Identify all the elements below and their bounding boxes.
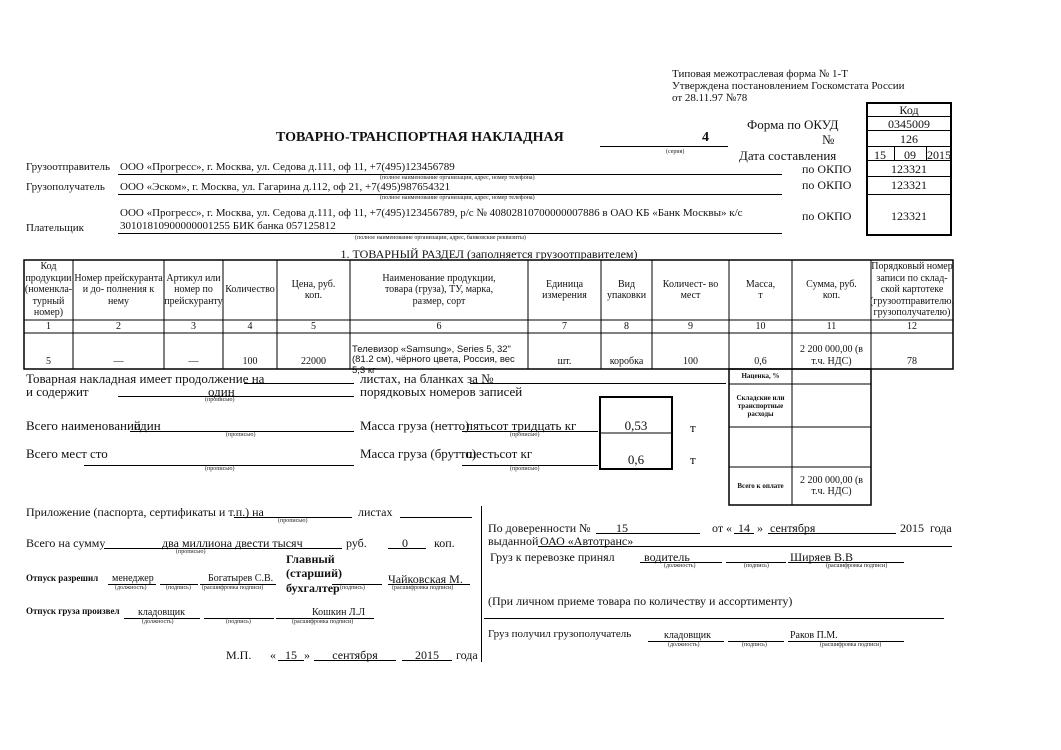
- net-label: Масса груза (нетто): [360, 418, 470, 433]
- total-places-value: сто: [90, 446, 108, 461]
- col-header-9: Количест- во мест: [662, 278, 719, 301]
- form-type-line1: Типовая межотраслевая форма № 1-Т: [672, 68, 848, 80]
- cell-quantity: 100: [242, 356, 258, 368]
- attachment-label: Приложение (паспорта, сертификаты и т.п.) на: [26, 505, 264, 519]
- accountant-sign-caption: (подпись): [340, 585, 365, 591]
- made-name-caption: (расшифровка подписи): [292, 619, 354, 625]
- consignee-value: ООО «Эском», г. Москва, ул. Гагарина д.112, оф 21, +7(495)987654321: [120, 181, 451, 193]
- consignee-caption: (полное наименование организации, адрес, номер телефона): [380, 195, 535, 201]
- cell-places: 100: [683, 356, 698, 368]
- okpo-payer-value: 123321: [891, 209, 927, 223]
- col-header-10: Масса, т: [745, 278, 776, 301]
- chief-accountant-label: Главный (старший) бухгалтер: [286, 552, 342, 595]
- poa-close-quote: »: [757, 521, 763, 535]
- form-type-line3: от 28.11.97 №78: [672, 92, 748, 104]
- total-sum-label: Всего на сумму: [26, 536, 106, 550]
- release-sign-caption: (подпись): [166, 585, 191, 591]
- okpo-label-3: по ОКПО: [802, 209, 852, 223]
- document-title: ТОВАРНО-ТРАНСПОРТНАЯ НАКЛАДНАЯ: [276, 130, 564, 145]
- payable-value: 2 200 000,00 (в т.ч. НДС): [799, 474, 864, 497]
- net-value: 0,53: [624, 418, 648, 433]
- gross-unit: т: [690, 452, 696, 467]
- date-open-quote: «: [270, 648, 276, 662]
- total-sum-value: два миллиона двести тысяч: [162, 536, 303, 550]
- received-pos-caption: (должность): [668, 642, 700, 648]
- received-name: Раков П.М.: [790, 630, 838, 641]
- rub-label: руб.: [346, 536, 367, 550]
- kop-label: коп.: [434, 536, 455, 550]
- poa-number: 15: [616, 521, 628, 535]
- total-items-label: Всего наименований: [26, 418, 141, 433]
- received-label: Груз получил грузополучатель: [488, 628, 632, 640]
- cell-unit: шт.: [557, 356, 572, 368]
- record-numbers: порядковых номеров записей: [360, 384, 523, 399]
- okpo-consignee-value: 123321: [891, 178, 927, 192]
- release-made-name: Кошкин Л.Л: [312, 607, 365, 618]
- attachment-caption: (прописью): [278, 518, 308, 524]
- net-unit: т: [690, 420, 696, 435]
- total-sum-caption: (прописью): [176, 549, 206, 555]
- col-number-1: 1: [46, 320, 51, 332]
- cell-price-list: —: [113, 356, 124, 368]
- col-number-7: 7: [562, 320, 567, 332]
- col-number-12: 12: [907, 320, 917, 332]
- doc-number-label: №: [822, 132, 835, 147]
- date-year-value: 2015: [927, 148, 951, 162]
- col-number-4: 4: [247, 320, 253, 332]
- payer-value-line2: 30101810900000001255 БИК банка 057125812: [120, 220, 336, 232]
- net-words: пятьсот тридцать кг: [466, 418, 577, 433]
- section1-title: 1. ТОВАРНЫЙ РАЗДЕЛ (заполняется грузоотправителем): [340, 247, 638, 261]
- col-header-11: Сумма, руб. коп.: [806, 278, 857, 301]
- okud-value: 0345009: [888, 117, 930, 131]
- col-header-4: Количество: [225, 284, 275, 296]
- payer-caption: (полное наименование организации, адрес, банковские реквизиты): [355, 235, 526, 241]
- continuation-line1: Товарная накладная имеет продолжение на: [26, 371, 265, 386]
- made-sign-caption: (подпись): [226, 619, 251, 625]
- gross-label: Масса груза (брутто): [360, 446, 477, 461]
- cell-record-no: 78: [907, 356, 917, 368]
- okpo-shipper-value: 123321: [891, 162, 927, 176]
- col-header-8: Вид упаковки: [606, 278, 647, 301]
- form-type-line2: Утверждена постановлением Госкомстата России: [672, 80, 905, 92]
- date-label: Дата составления: [739, 148, 837, 163]
- contains-caption: (прописью): [205, 397, 235, 403]
- cell-product-code: 5: [46, 356, 51, 368]
- date-day-value: 15: [874, 148, 886, 162]
- consignee-label: Грузополучатель: [26, 181, 105, 193]
- cell-article: —: [188, 356, 199, 368]
- release-made-position: кладовщик: [138, 607, 186, 618]
- issued-value: ОАО «Автотранс»: [540, 534, 634, 548]
- col-number-8: 8: [624, 320, 629, 332]
- signing-day: 15: [285, 648, 297, 662]
- date-close-quote: »: [304, 648, 310, 662]
- col-header-7: Единица измерения: [542, 278, 587, 301]
- signing-year-word: года: [456, 648, 478, 662]
- cell-mass: 0,6: [754, 356, 767, 368]
- accountant-name-caption: (расшифровка подписи): [392, 585, 454, 591]
- cell-product-name: Телевизор «Samsung», Series 5, 32"(81.2 см), чёрного цвета, Россия, вес 5,3 кг: [352, 344, 515, 376]
- col-number-6: 6: [436, 320, 442, 332]
- document-number: 4: [702, 130, 709, 145]
- issued-label: выданной: [488, 534, 539, 548]
- col-number-3: 3: [191, 320, 196, 332]
- cell-sum: 2 200 000,00 (в т.ч. НДС): [799, 344, 864, 367]
- col-header-3: Артикул или номер по прейскуранту: [164, 272, 223, 307]
- col-number-9: 9: [688, 320, 693, 332]
- col-number-5: 5: [311, 320, 316, 332]
- cell-packaging: коробка: [609, 356, 644, 368]
- poa-label: По доверенности №: [488, 521, 591, 535]
- cell-price: 22000: [301, 356, 326, 368]
- received-name-caption: (расшифровка подписи): [820, 642, 882, 648]
- okpo-label-2: по ОКПО: [802, 178, 852, 192]
- markup-label: Наценка, %: [741, 372, 780, 381]
- shipper-caption: (полное наименование организации, адрес, номер телефона): [380, 175, 535, 181]
- accepted-sign-caption: (подпись): [744, 563, 769, 569]
- gross-value: 0,6: [627, 452, 645, 467]
- accountant-name: Чайковская М.: [388, 572, 463, 586]
- poa-day: 14: [738, 521, 750, 535]
- shipper-value: ООО «Прогресс», г. Москва, ул. Седова д.111, оф 11, +7(495)123456789: [120, 161, 455, 173]
- warehouse-label: Складские или транспортные расходы: [736, 393, 785, 419]
- payable-label: Всего к оплате: [737, 481, 784, 490]
- col-number-10: 10: [755, 320, 766, 332]
- col-number-11: 11: [826, 320, 837, 332]
- kop-value: 0: [402, 536, 408, 550]
- release-pos-caption: (должность): [115, 585, 147, 591]
- stamp-label: М.П.: [226, 648, 252, 662]
- col-header-2: Номер прейскуранта и до- полнения к нему: [74, 272, 163, 307]
- gross-caption: (прописью): [510, 466, 540, 472]
- release-allowed-position: менеджер: [112, 573, 154, 584]
- contains-value: один: [208, 384, 235, 399]
- doc-number-value: 126: [900, 132, 918, 146]
- total-places-caption: (прописью): [205, 466, 235, 472]
- net-caption: (прописью): [510, 432, 540, 438]
- made-pos-caption: (должность): [142, 619, 174, 625]
- okud-label: Форма по ОКУД: [747, 117, 839, 132]
- poa-year-word: года: [930, 521, 952, 535]
- release-allowed-label: Отпуск разрешил: [26, 573, 99, 583]
- release-name-caption: (расшифровка подписи): [202, 585, 264, 591]
- release-allowed-name: Богатырев С.В.: [208, 573, 274, 584]
- okpo-label-1: по ОКПО: [802, 162, 852, 176]
- total-places-label: Всего мест: [26, 446, 87, 461]
- signing-month: сентября: [332, 648, 378, 662]
- section-divider: [481, 506, 482, 662]
- accepted-name: Шиpяев В.В: [790, 550, 854, 564]
- payer-value-line1: ООО «Прогресс», г. Москва, ул. Седова д.111, оф 11, +7(495)123456789, р/с № 40802810700000007886 в ОАО КБ «Банк Москвы» к/с: [120, 207, 743, 219]
- personal-receipt-note: (При личном приеме товара по количеству и ассортименту): [488, 594, 793, 608]
- shipper-label: Грузоотправитель: [26, 161, 111, 173]
- payer-label: Плательщик: [26, 222, 84, 234]
- date-month-value: 09: [904, 148, 916, 162]
- col-header-12: Порядковый номер записи по склад- ской картотеке (грузоотправителю, грузополучателю): [869, 261, 955, 319]
- received-position: кладовщик: [664, 630, 712, 641]
- total-items-value: один: [134, 418, 161, 433]
- poa-open-quote: «: [726, 521, 732, 535]
- poa-from: от: [712, 521, 724, 535]
- poa-month: сентября: [770, 521, 816, 535]
- poa-year: 2015: [900, 521, 924, 535]
- accepted-label: Груз к перевозке принял: [490, 550, 615, 564]
- col-header-1: Код продукции (номенкла- турный номер): [24, 261, 73, 319]
- total-items-caption: (прописью): [226, 432, 256, 438]
- received-sign-caption: (подпись): [742, 642, 767, 648]
- col-number-2: 2: [116, 320, 121, 332]
- gross-words: шестьсот кг: [466, 446, 533, 461]
- col-header-6: Наименование продукции, товара (груза), ТУ, марка, размер, сорт: [382, 272, 496, 307]
- sheets-on-forms: листах, на бланках за №: [360, 371, 494, 386]
- accepted-name-caption: (расшифровка подписи): [826, 563, 888, 569]
- accepted-position: водитель: [644, 550, 690, 564]
- continuation-line2: и содержит: [26, 384, 89, 399]
- release-made-label: Отпуск груза произвел: [26, 606, 120, 616]
- accepted-pos-caption: (должность): [664, 563, 696, 569]
- code-header: Код: [899, 103, 919, 117]
- series-caption: (серия): [666, 149, 685, 155]
- attachment-sheets: листах: [358, 505, 393, 519]
- signing-year: 2015: [415, 648, 439, 662]
- col-header-5: Цена, руб. коп.: [291, 278, 336, 301]
